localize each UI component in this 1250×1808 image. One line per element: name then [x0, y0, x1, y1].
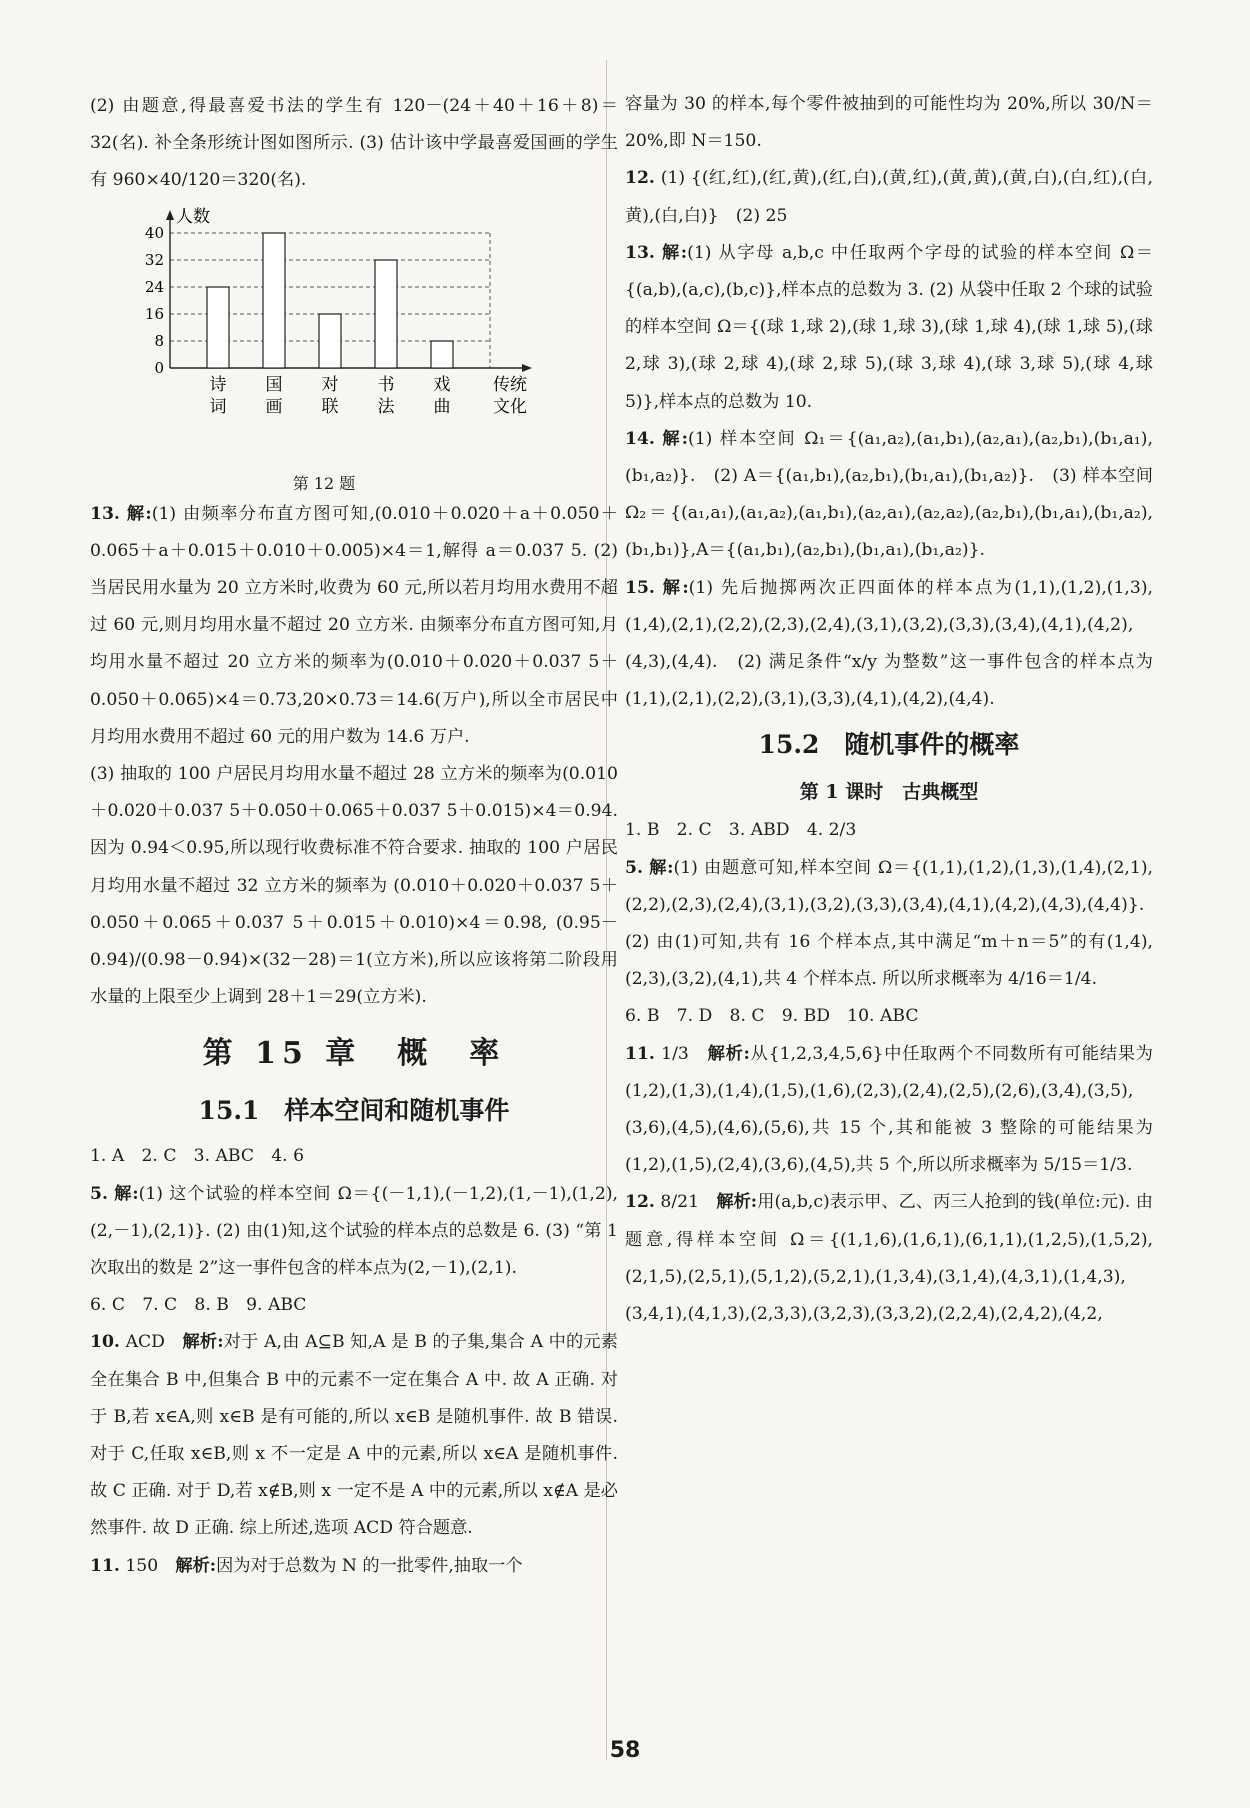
q11-answer: 150	[125, 1555, 159, 1576]
q11-analysis-label: 解析:	[175, 1555, 217, 1576]
bar	[263, 233, 285, 368]
q13-left-b: (3) 抽取的 100 户居民月均用水量不超过 28 立方米的频率为(0.010＋0.020＋0.037 5＋0.050＋0.065＋0.037 5＋0.015)×4＝0.94. 因为 0.94＜0.95,所以现行收费标准不符合要求. 抽取的 100 户居民月均用水量不超过 32 立方米的频率为 (0.010＋0.020＋0.037 5＋0.050＋0.065＋0.037 5＋0.015＋0.010)×4＝0.98, (0.95－0.94)/(0.98－0.94)×(32－28)＝1(立方米),所以应该将第二阶段用水量的上限至少上调到 28＋1＝29(立方米).	[90, 764, 618, 1008]
chart-caption: 第 12 题	[292, 473, 356, 493]
q5-text-right: (1) 由题意可知,样本空间 Ω＝{(1,1),(1,2),(1,3),(1,4),(2,1),(2,2),(2,3),(2,4),(3,1),(3,2),(3,3),(3,4),(4,1),(4,2),(4,3),(4,4)}. (2) 由(1)可知,共有 16 个样本点,其中满足“m＋n＝5”的有(1,4),(2,3),(3,2),(4,1),共 4 个样本点. 所以所求概率为 4/16＝1/4.	[625, 857, 1162, 990]
x-tick-label: 戏	[433, 374, 451, 395]
answers-6-9: 6. C 7. C 8. B 9. ABC	[90, 1295, 307, 1316]
q12-right-b	[625, 1184, 1153, 1333]
section-title-15-2: 15.2 随机事件的概率	[758, 730, 1020, 760]
answers-1-4: 1. A 2. C 3. ABC 4. 6	[90, 1146, 305, 1167]
left-column	[90, 88, 618, 1585]
q12-text: (1) {(红,红),(红,黄),(红,白),(黄,红),(黄,黄),(黄,白),(白,红),(白,黄),(白,白)} (2) 25	[625, 168, 1153, 226]
x-tick-label: 书	[377, 374, 395, 395]
q15-number: 15.	[625, 577, 655, 598]
q15-right	[625, 570, 1153, 719]
y-tick-label: 16	[144, 304, 164, 323]
x-tick-label: 国	[265, 374, 283, 395]
x-axis-arrow	[522, 364, 532, 372]
q12-number-right-b: 12.	[625, 1192, 655, 1213]
q13-text-a: (1) 由频率分布直方图可知,(0.010＋0.020＋a＋0.050＋0.065＋a＋0.015＋0.010＋0.005)×4＝1,解得 a＝0.037 5. (2) 当居民用水量为 20 立方米时,收费为 60 元,所以若月均用水费用不超过 60 元,则月均用水量不超过 20 立方米. 由频率分布直方图可知,月均用水量不超过 20 立方米的频率为(0.010＋0.020＋0.037 5＋0.050＋0.065)×4＝0.73,20×0.73＝14.6(万户),所以全市居民中月均用水费用不超过 60 元的用户数为 14.6 万户.	[90, 503, 618, 747]
section-title-15-1: 15.1 样本空间和随机事件	[198, 1096, 510, 1126]
q12-right	[625, 160, 1153, 234]
bar	[319, 314, 341, 368]
y-tick-label: 40	[144, 223, 164, 242]
page-number: 58	[609, 1738, 641, 1763]
right-column	[625, 86, 1162, 1333]
q11-answer-right: 1/3	[661, 1043, 689, 1064]
q14-solution-label: 解:	[662, 428, 688, 449]
q11-number: 11.	[90, 1555, 120, 1576]
q10-left	[90, 1324, 618, 1547]
q11-analysis-label-right: 解析:	[707, 1043, 750, 1064]
y-tick-label: 0	[154, 358, 164, 377]
lesson-title: 第 1 课时 古典概型	[799, 781, 979, 804]
bar	[431, 341, 453, 368]
x-tick-label: 联	[321, 396, 339, 417]
q13-text-right: (1) 从字母 a,b,c 中任取两个字母的试验的样本空间 Ω＝{(a,b),(a,c),(b,c)},样本点的总数为 3. (2) 从袋中任取 2 个球的试验的样本空间 Ω＝{(球 1,球 2),(球 1,球 3),(球 1,球 4),(球 1,球 5),(球 2,球 3),(球 2,球 4),(球 2,球 5),(球 3,球 4),(球 3,球 5),(球 4,球 5)},样本点的总数为 10.	[625, 242, 1153, 412]
y-axis-label: 人数	[176, 206, 210, 227]
q13-number: 13.	[90, 503, 120, 524]
answers-6-10-right: 6. B 7. D 8. C 9. BD 10. ABC	[625, 1006, 919, 1027]
q10-number: 10.	[90, 1332, 120, 1353]
y-tick-label: 8	[154, 331, 164, 350]
q5-text: (1) 这个试验的样本空间 Ω＝{(－1,1),(－1,2),(1,－1),(1,2),(2,－1),(2,1)}. (2) 由(1)知,这个试验的样本点的总数是 6. (3) “第 1 次取出的数是 2”这一事件包含的样本点为(2,－1),(2,1).	[90, 1183, 618, 1279]
q15-text: (1) 先后抛掷两次正四面体的样本点为(1,1),(1,2),(1,3),(1,4),(2,1),(2,2),(2,3),(2,4),(3,1),(3,2),(3,3),(3,4),(4,1),(4,2),(4,3),(4,4). (2) 满足条件“x/y 为整数”这一事件包含的样本点为(1,1),(2,1),(2,2),(3,1),(3,3),(4,1),(4,2),(4,4).	[625, 577, 1153, 710]
q10-analysis-label: 解析:	[182, 1332, 224, 1353]
bar	[375, 260, 397, 368]
q13-solution-label: 解:	[126, 503, 152, 524]
answers-1-4-right: 1. B 2. C 3. ABD 4. 2/3	[625, 820, 857, 841]
q5-solution-label: 解:	[114, 1183, 139, 1204]
q12-number: 12.	[625, 168, 655, 189]
bar-chart	[90, 200, 618, 472]
x-tick-label: 对	[321, 374, 339, 395]
x-tick-label: 词	[209, 396, 227, 417]
q13-left	[90, 496, 618, 756]
q12-answer-right: 8/21	[660, 1192, 700, 1213]
q14-text: (1) 样本空间 Ω₁＝{(a₁,a₂),(a₁,b₁),(a₂,a₁),(a₂,b₁),(b₁,a₁),(b₁,a₂)}. (2) A＝{(a₁,b₁),(a₂,b₁),(b₁,a₁),(b₁,a₂)}. (3) 样本空间 Ω₂＝{(a₁,a₁),(a₁,a₂),(a₁,b₁),(a₂,a₁),(a₂,a₂),(a₂,b₁),(b₁,a₁),(b₁,a₂),(b₁,b₁)},A＝{(a₁,b₁),(a₂,b₁),(b₁,a₁),(b₁,a₂)}.	[625, 428, 1153, 561]
q11-right	[625, 1036, 1153, 1185]
q11-left	[90, 1548, 618, 1585]
q14-number: 14.	[625, 428, 655, 449]
q10-text: 对于 A,由 A⊆B 知,A 是 B 的子集,集合 A 中的元素全在集合 B 中,但集合 B 中的元素不一定在集合 A 中. 故 A 正确. 对于 B,若 x∈A,则 x∈B 是有可能的,所以 x∈B 是随机事件. 故 B 错误. 对于 C,任取 x∈B,则 x 不一定是 A 中的元素,所以 x∈A 是随机事件. 故 C 正确. 对于 D,若 x∉B,则 x 一定不是 A 中的元素,所以 x∉A 是必然事件. 故 D 正确. 综上所述,选项 ACD 符合题意.	[90, 1332, 618, 1539]
q13-number-right: 13.	[625, 242, 655, 263]
q15-solution-label: 解:	[662, 577, 689, 598]
q12-analysis-label-right: 解析:	[716, 1192, 758, 1213]
x-axis-label: 文化	[493, 396, 527, 417]
q10-answer: ACD	[125, 1332, 165, 1353]
q11-number-right: 11.	[625, 1043, 655, 1064]
bar-chart-svg	[90, 200, 527, 450]
q11-text: 因为对于总数为 N 的一批零件,抽取一个	[216, 1555, 523, 1576]
q14-right	[625, 421, 1153, 570]
y-tick-label: 24	[144, 277, 164, 296]
q12-answer-part: (2) 由题意,得最喜爱书法的学生有 120－(24＋40＋16＋8)＝32(名). 补全条形统计图如图所示. (3) 估计该中学最喜爱国画的学生有 960×40/120＝320(名).	[90, 96, 618, 191]
q13-solution-label-right: 解:	[661, 242, 688, 263]
q12-text-right-b: 用(a,b,c)表示甲、乙、丙三人抢到的钱(单位:元). 由题意,得样本空间 Ω＝{(1,1,6),(1,6,1),(6,1,1),(1,2,5),(1,5,2),(2,1,5),(2,5,1),(5,1,2),(5,2,1),(1,3,4),(3,1,4),(4,3,1),(1,4,3),(3,4,1),(4,1,3),(2,3,3),(3,2,3),(3,3,2),(2,2,4),(2,4,2),(4,2,	[625, 1192, 1153, 1325]
bar	[207, 287, 229, 368]
x-tick-label: 曲	[433, 396, 451, 417]
q11-text-right: 从{1,2,3,4,5,6}中任取两个不同数所有可能结果为(1,2),(1,3),(1,4),(1,5),(1,6),(2,3),(2,4),(2,5),(2,6),(3,4),(3,5),(3,6),(4,5),(4,6),(5,6),共 15 个,其和能被 3 整除的可能结果为(1,2),(1,5),(2,4),(3,6),(4,5),共 5 个,所以所求概率为 5/15＝1/3.	[625, 1043, 1153, 1176]
chapter-title: 第 15 章 概 率	[202, 1036, 506, 1072]
x-tick-label: 画	[265, 396, 283, 417]
q11-continued: 容量为 30 的样本,每个零件被抽到的可能性均为 20%,所以 30/N＝20%,即 N＝150.	[625, 94, 1153, 152]
x-axis-label: 传统	[493, 374, 527, 395]
x-tick-label: 法	[377, 396, 395, 417]
q5-number-right: 5.	[625, 857, 643, 878]
q13-right	[625, 235, 1153, 421]
x-tick-label: 诗	[209, 374, 227, 395]
y-axis-arrow	[166, 210, 174, 220]
q5-left	[90, 1176, 618, 1288]
q5-number: 5.	[90, 1183, 108, 1204]
q5-solution-label-right: 解:	[649, 857, 674, 878]
y-tick-label: 32	[144, 250, 164, 269]
q5-right	[625, 850, 1162, 999]
